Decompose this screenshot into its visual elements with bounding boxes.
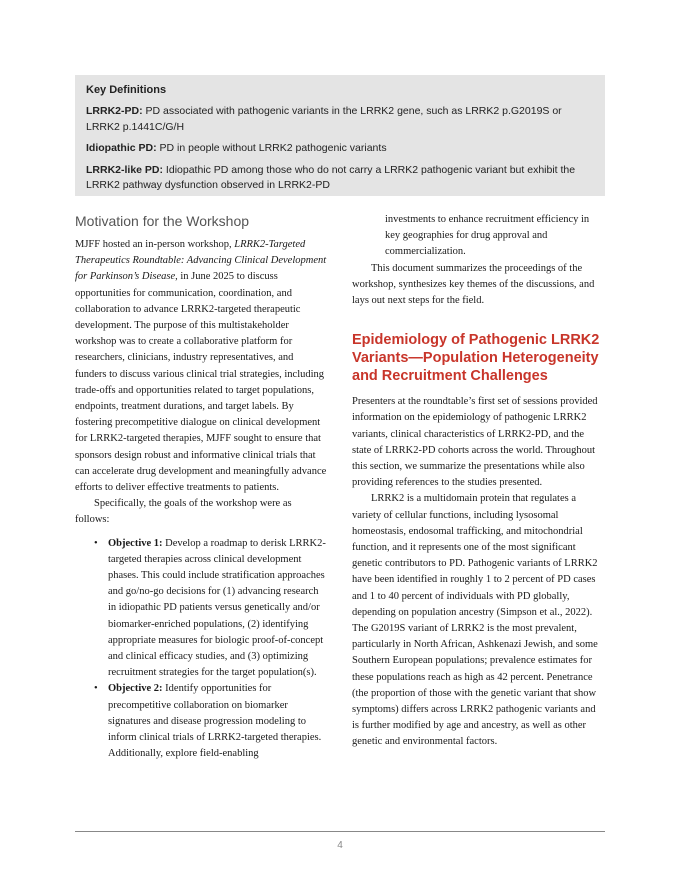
definition-term: LRRK2-like PD: <box>86 163 164 176</box>
definitions-title: Key Definitions <box>86 84 167 96</box>
objective-text: Develop a roadmap to derisk LRRK2-targeted therapies across clinical development phases. This could include stratification approaches and go/no-go decisions for (1) advancing research in idiopathic PD patients versus genetically and/or biomarker-enriched populations, (2) identifying appropriate measures for biologic proof-of-concept and clinical efficacy studies, and (3) optimizing recruitment strategies for the target population(s). <box>108 537 326 679</box>
page-number: 4 <box>337 840 343 851</box>
summary-paragraph: This document summarizes the proceedings of the workshop, synthesizes key themes of the discussions, and lays out next steps for the field. <box>352 262 595 307</box>
motivation-heading: Motivation for the Workshop <box>75 213 250 229</box>
motivation-text-start: MJFF hosted an in-person workshop, <box>75 239 235 250</box>
definition-text: PD associated with pathogenic variants in the LRRK2 gene, such as LRRK2 p.G2019S or LRRK2 p.1441C/G/H <box>86 105 562 133</box>
objective-item <box>108 681 327 762</box>
objective-continuation: investments to enhance recruitment efficiency in key geographies for drug approval and commercialization. <box>385 214 590 258</box>
goals-intro: Specifically, the goals of the workshop were as follows: <box>75 498 292 526</box>
epidemiology-paragraph-2: LRRK2 is a multidomain protein that regulates a variety of cellular functions, including lysosomal homeostasis, endosomal trafficking, and mitochondrial function, and it represents one of the most significant genetic contributors to PD. Pathogenic variants of LRRK2 have been identified in roughly 1 to 2 percent of PD cases and 1 to 40 percent of individuals with PD globally, depending on population ancestry (Simpson et al., 2022). The G2019S variant of LRRK2 is the most prevalent, particularly in North African, Ashkenazi Jewish, and some Southern European populations; prevalence estimates for these populations reach as high as 42 percent. Penetrance (the proportion of those with the genetic variant that show symptoms) differs across LRRK2 pathogenic variants and is further modified by age and ancestry, as well as other genetic and environmental factors. <box>352 493 598 748</box>
definition-lrrk2-like-pd <box>86 163 594 194</box>
key-definitions-box <box>75 75 605 196</box>
right-column <box>352 212 605 751</box>
definition-lrrk2-pd <box>86 104 594 135</box>
left-column <box>75 212 327 763</box>
objective-label: Objective 2: <box>108 683 163 695</box>
objective-label: Objective 1: <box>108 537 163 549</box>
definition-term: LRRK2-PD: <box>86 105 143 117</box>
epidemiology-heading: Epidemiology of Pathogenic LRRK2 Variants—Population Heterogeneity and Recruitment Challenges <box>352 332 600 385</box>
motivation-paragraph <box>75 237 327 496</box>
motivation-text-rest: in June 2025 to discuss opportunities for communication, coordination, and collaboration to advance LRRK2-targeted therapeutic development. The purpose of this multistakeholder workshop was to create a collaborative platform for researchers, clinicians, industry representatives, and funders to discuss various clinical trial strategies, including trade-offs and opportunities related to target populations, endpoints, treatment durations, and target labels. By fostering precompetitive dialogue on clinical development for LRRK2-targeted therapies, MJFF sought to ensure that sponsors design robust and informative clinical trials that can accelerate drug development and meaningfully advance efforts to deliver effective treatments to patients. <box>75 271 327 494</box>
objective-item <box>108 536 327 682</box>
definition-term: Idiopathic PD: <box>86 142 157 154</box>
definition-idiopathic-pd <box>86 141 594 157</box>
definition-text: Idiopathic PD among those who do not carry a LRRK2 pathogenic variant but exhibit the LRRK2 pathway dysfunction observed in LRRK2-PD <box>86 163 576 191</box>
objective-text: Identify opportunities for precompetitive collaboration on biomarker signatures and disease progression modeling to inform clinical trials of LRRK2-targeted therapies. Additionally, explore field-enabling <box>108 683 322 760</box>
definition-text: PD in people without LRRK2 pathogenic variants <box>156 142 387 154</box>
footer-divider <box>75 831 605 832</box>
epidemiology-paragraph-1: Presenters at the roundtable’s first set of sessions provided information on the epidemiology of pathogenic LRRK2 variants, clinical characteristics of LRRK2-PD, and the state of LRRK2-PD cohorts across the world. Throughout this section, we summarize the presentations while also providing references to the studies presented. <box>352 396 598 489</box>
objectives-list <box>75 536 327 763</box>
workshop-title: LRRK2-Targeted Therapeutics Roundtable: Advancing Clinical Development for Parkinson’s Disease, <box>75 239 327 283</box>
